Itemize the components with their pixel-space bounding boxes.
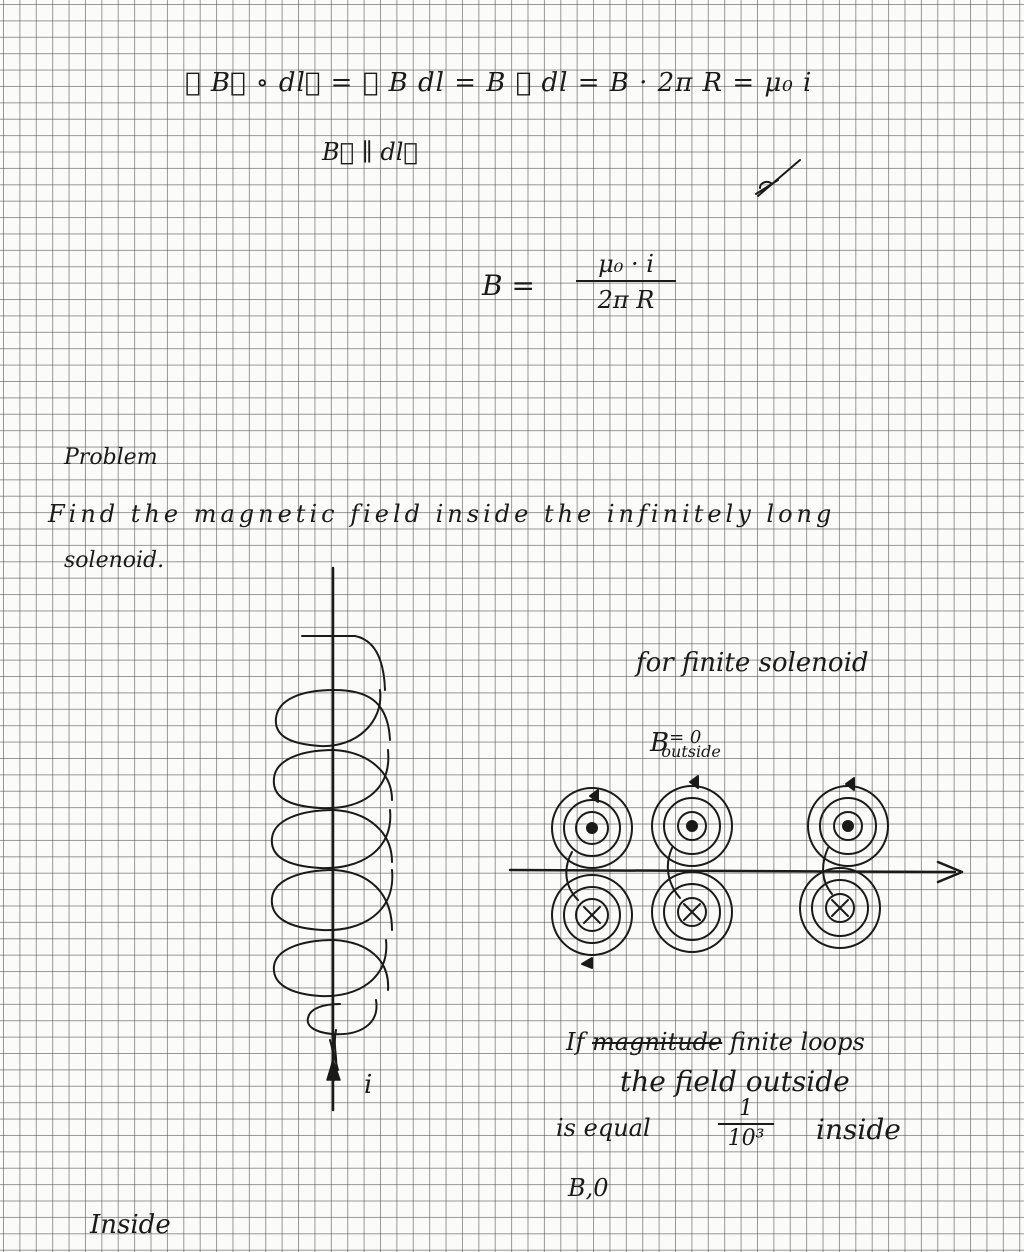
- note-line3-suffix: inside: [816, 1113, 901, 1146]
- finite-solenoid-label: for finite solenoid: [636, 648, 869, 678]
- problem-statement-line1: Find the magnetic field inside the infinitely long: [48, 500, 836, 528]
- b-field-lhs: B =: [482, 269, 535, 302]
- pen-mark: [756, 160, 800, 196]
- note-fraction-numerator: 1: [739, 1096, 753, 1121]
- cross-section-1: [552, 788, 632, 968]
- b-field-denominator: 2π R: [597, 286, 655, 314]
- problem-statement-line2: solenoid.: [64, 548, 165, 573]
- note-line1-struck: magnitude: [592, 1028, 723, 1056]
- current-label: i: [364, 1070, 373, 1100]
- b-outside-equals: = 0: [669, 727, 702, 748]
- note-line1-rest: finite loops: [729, 1028, 865, 1056]
- problem-heading: Problem: [64, 445, 158, 470]
- b-field-numerator: μ₀ · i: [598, 250, 654, 278]
- note-inside: Inside: [90, 1210, 171, 1240]
- cross-section-3: [800, 778, 888, 948]
- parallel-condition: B⃗ ∥ dl⃗: [322, 138, 418, 166]
- ampere-law-equation: ∮ B⃗ ∘ dl⃗ = ∮ B dl = B ∮ dl = B · 2π R = μ₀ i: [185, 68, 813, 98]
- cross-section-2: [652, 776, 732, 952]
- note-fraction-denominator: 10³: [727, 1126, 765, 1151]
- note-line3-prefix: is equal: [556, 1114, 651, 1142]
- note-b-zero: B,0: [568, 1174, 609, 1202]
- b-outside-symbol: B: [650, 728, 670, 758]
- solenoid-axis-horizontal: [510, 870, 955, 872]
- note-line1-prefix: If: [566, 1028, 585, 1056]
- b-outside-subscript: outside: [661, 742, 721, 761]
- note-line2: the field outside: [620, 1065, 850, 1098]
